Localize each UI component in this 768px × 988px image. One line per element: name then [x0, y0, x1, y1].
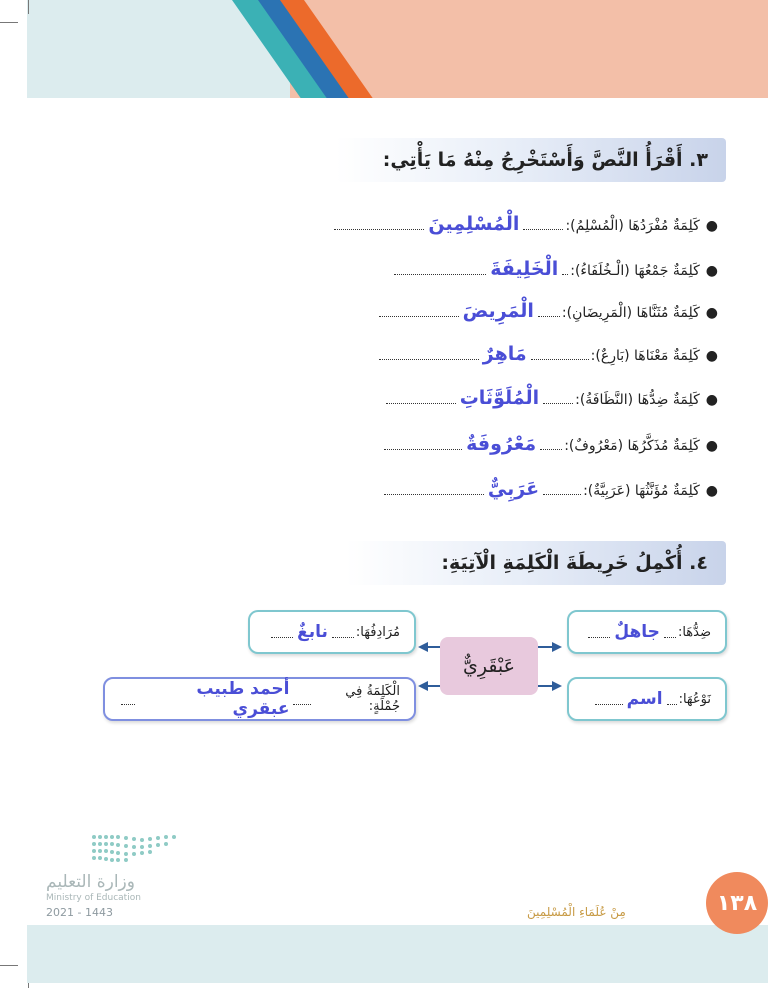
opposite-answer: جاهلٌ — [614, 622, 660, 642]
ministry-logo-icon — [90, 833, 180, 865]
sentence-box — [103, 677, 416, 721]
bullet-icon: ● — [705, 263, 718, 279]
item-answer: مَاهِرٌ — [482, 343, 527, 365]
sentence-answer: أحمد طبيب عبقري — [196, 679, 290, 719]
dotted-line — [595, 699, 623, 705]
item-prompt: كَلِمَةٌ مُفْرَدُهَا (الْمُسْلِمُ): — [565, 218, 700, 234]
opposite-box — [567, 610, 727, 654]
item-answer: عَرَبِيٌّ — [487, 478, 540, 500]
bullet-icon: ● — [705, 392, 718, 408]
item-answer: الْمُلَوَّثَاتِ — [459, 387, 540, 409]
ministry-name-ar: وزارة التعليم — [46, 872, 135, 892]
type-label: نَوْعُهَا: — [678, 691, 711, 707]
synonym-box — [248, 610, 416, 654]
dotted-line — [588, 632, 610, 638]
bullet-icon: ● — [705, 348, 718, 364]
dotted-line — [664, 632, 676, 638]
sentence-label: الْكَلِمَةُ فِي جُمْلَةٍ: — [345, 684, 400, 714]
type-box — [567, 677, 727, 721]
dotted-line — [293, 699, 310, 705]
item-prompt: كَلِمَةٌ جَمْعُهَا (الْـخُلَفَاءُ): — [570, 263, 700, 279]
page-number-text: ١٣٨ — [716, 890, 758, 916]
bullet-icon: ● — [705, 438, 718, 454]
bullet-icon: ● — [705, 483, 718, 499]
dotted-line — [667, 699, 677, 705]
section-3-heading-text: ٣. أَقْرَأُ النَّصَّ وَأَسْتَخْرِجُ مِنْهُ مَا يَأْتِي: — [382, 149, 708, 171]
item-answer: الْخَلِيفَةَ — [490, 258, 559, 280]
synonym-label: مُرَادِفُهَا: — [355, 624, 400, 640]
center-word-box — [440, 637, 538, 695]
ministry-year: 2021 - 1443 — [46, 906, 113, 919]
dotted-line — [121, 699, 135, 705]
unit-title: مِنْ عُلَمَاءِ الْمُسْلِمِينَ — [527, 905, 626, 919]
item-answer: الْمُسْلِمِينَ — [428, 213, 520, 235]
dotted-line — [271, 632, 293, 638]
opposite-label: ضِدُّهَا: — [677, 624, 711, 640]
item-prompt: كَلِمَةٌ ضِدُّهَا (النَّظَافَةُ): — [575, 392, 700, 408]
center-word: عَبْقَرِيٌّ — [462, 655, 516, 677]
bullet-icon: ● — [705, 305, 718, 321]
type-answer: اسم — [626, 689, 663, 709]
item-prompt: كَلِمَةٌ مُذَكَّرُهَا (مَعْرُوفٌ): — [564, 438, 700, 454]
bullet-icon: ● — [705, 218, 718, 234]
item-prompt: كَلِمَةٌ مَعْنَاهَا (بَارِعٌ): — [590, 348, 700, 364]
item-answer: مَعْرُوفَةٌ — [466, 433, 537, 455]
section-4-heading-text: ٤. أُكْمِلُ خَرِيطَةَ الْكَلِمَةِ الْآتِيَةِ: — [441, 552, 708, 574]
footer-band — [27, 925, 768, 983]
dotted-line — [332, 632, 354, 638]
item-prompt: كَلِمَةٌ مُثَنَّاهَا (الْمَرِيضَانِ): — [561, 305, 700, 321]
item-answer: الْمَرِيضَ — [462, 300, 534, 322]
page-number — [706, 872, 768, 934]
synonym-answer: نابغٌ — [297, 622, 328, 642]
ministry-name-en: Ministry of Education — [46, 893, 141, 903]
item-prompt: كَلِمَةٌ مُؤَنَّثُهَا (عَرَبِيَّةٌ): — [583, 483, 700, 499]
